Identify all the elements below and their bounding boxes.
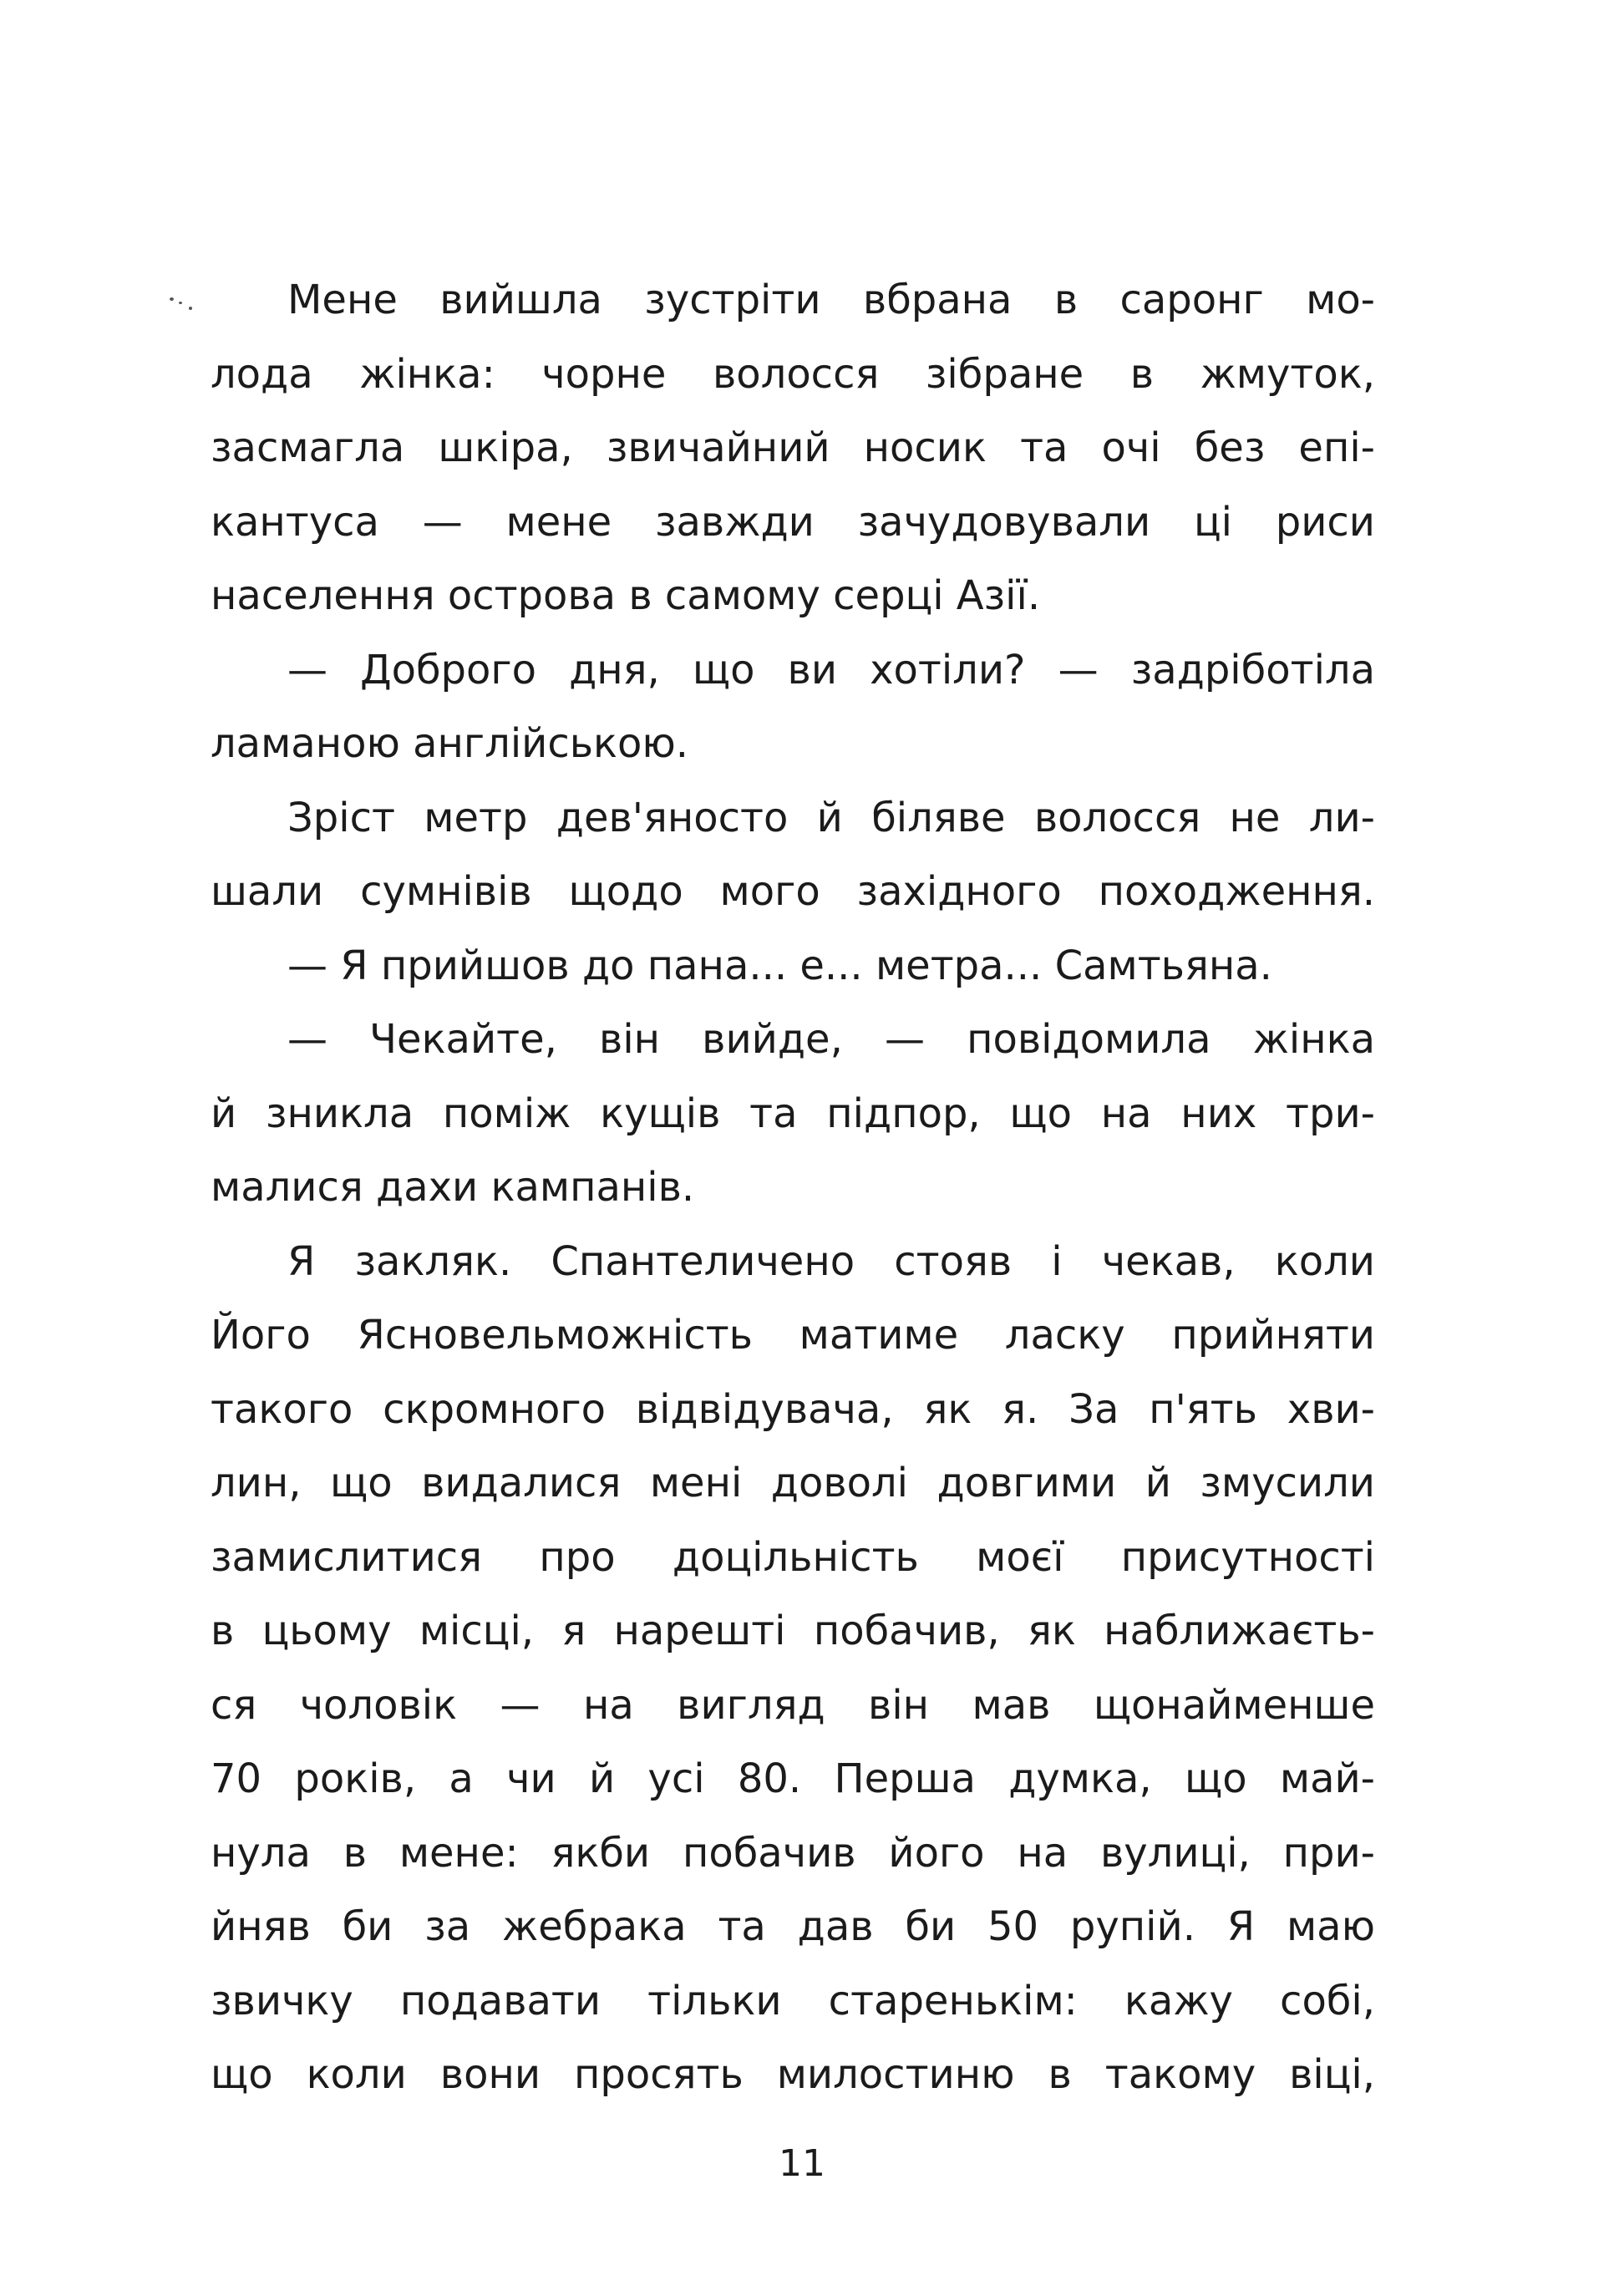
text-line: Зріст метр дев'яносто й біляве волосся не ли- xyxy=(287,794,1375,841)
text-line: засмагла шкіра, звичайний носик та очі без епі- xyxy=(211,424,1375,471)
text-line: населення острова в самому серці Азії. xyxy=(211,572,1041,619)
text-line: — Доброго дня, що ви хотіли? — задріботіла xyxy=(287,646,1375,693)
text-line: Я закляк. Спантеличено стояв і чекав, коли xyxy=(287,1237,1375,1285)
body-text xyxy=(211,263,1375,2112)
text-line: Мене вийшла зустріти вбрана в саронг мо- xyxy=(287,277,1375,323)
text-line: — Чекайте, він вийде, — повідомила жінка xyxy=(287,1016,1375,1063)
text-line: такого скромного відвідувача, як я. За п'ять хви- xyxy=(211,1385,1375,1433)
scan-speck xyxy=(170,297,174,301)
text-line: нула в мене: якби побачив його на вулиці, при- xyxy=(211,1829,1375,1877)
text-line: лода жінка: чорне волосся зібране в жмуток, xyxy=(211,350,1375,398)
scan-speck xyxy=(189,307,192,310)
text-line: ся чоловік — на вигляд він мав щонайменше xyxy=(211,1681,1375,1729)
text-line: звичку подавати тільки старенькім: кажу собі, xyxy=(211,1977,1375,2024)
text-line: лин, що видалися мені доволі довгими й змусили xyxy=(211,1460,1375,1506)
text-line: Його Ясновельможність матиме ласку прийняти xyxy=(211,1312,1375,1359)
text-line: ламаною англійською. xyxy=(211,720,689,767)
text-line: — Я прийшов до пана... е... метра... Самтьяна. xyxy=(287,942,1272,989)
text-line: що коли вони просять милостиню в такому віці, xyxy=(211,2051,1375,2098)
text-line: малися дахи кампанів. xyxy=(211,1164,695,1211)
text-line: в цьому місці, я нарешті побачив, як наближаєть- xyxy=(211,1608,1375,1654)
text-line: йняв би за жебрака та дав би 50 рупій. Я маю xyxy=(211,1903,1375,1950)
text-line: кантуса — мене завжди зачудовували ці риси xyxy=(211,498,1375,546)
text-line: 70 років, а чи й усі 80. Перша думка, що май- xyxy=(211,1755,1375,1802)
scan-speck xyxy=(179,302,182,304)
page-number: 11 xyxy=(779,2142,825,2185)
text-line: шали сумнівів щодо мого західного походження. xyxy=(211,868,1375,915)
text-line: замислитися про доцільність моєї присутності xyxy=(211,1533,1375,1581)
text-line: й зникла поміж кущів та підпор, що на них три- xyxy=(211,1090,1375,1137)
